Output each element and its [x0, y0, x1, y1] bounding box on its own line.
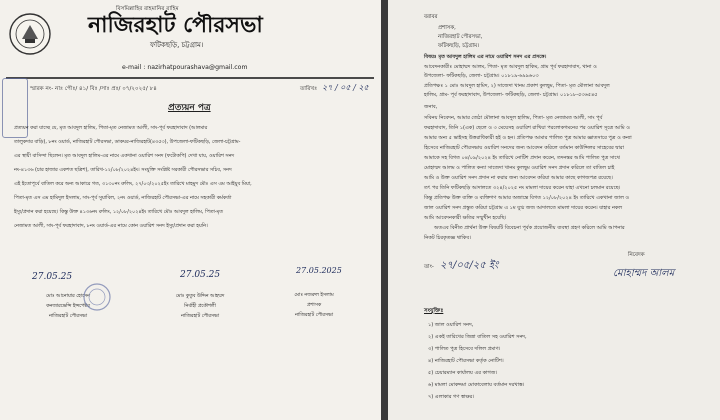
body-line: আমি ও উক্ত ওয়ারিশ সনদ প্রদান না করার জন্য আবেদন করিয়া আমার কাছে কাগজপত্র রয়েছে। [424, 175, 613, 181]
enclosure-label: সংযুক্তিঃ [424, 308, 444, 314]
memo-number: স্মারক নং- নাঃ পৌঃ/ ৪১/ বিঃ /সাঃ প্রঃ/ ০৭/২০২৫/ ৮৪ [30, 86, 157, 92]
signatory-org: নাজিরহাট পৌরসভা [181, 314, 219, 319]
body-line: অতএব বিনীত প্রার্থনা উক্ত বিষয়টি বিবেচনা পূর্বক প্রয়োজনীয় ব্যবস্থা গ্রহণ করিলে আমি আপনার [434, 225, 625, 231]
signatory-org: নাজিরহাট পৌরসভা [49, 314, 87, 319]
to-label: বরাবর [424, 14, 438, 20]
signatory-role: কনজারভেন্সি ইন্সপেক্টর [46, 304, 90, 309]
enclosure-item: ৭) এলাকার গণ স্বাক্ষর। [428, 394, 475, 400]
body-line: আমি আবেদনকারী ক্ষতির সম্মুখীন হয়েছি। [424, 215, 507, 221]
enclosure-item: ১) জাল ওয়ারিশ সনদ, [428, 322, 474, 328]
body-line: পিতা-মৃত এস এম হামিদুল ইসলাম, সাং-পূর্ব সুয়াবিল, ২নং ওয়ার্ড, নাজিরহাট পৌরসভা-এর নামে সহকারী কর্মকর্তা [14, 195, 232, 201]
issue-date: ২৭ / ০৫ / ২৫ [322, 83, 369, 92]
body-line: নং-৪১৩৬ (চার হাজার একশত ছত্রিশ), তারিখ-১২/০৮/২০২৪ইং। সংযুক্তি সংশ্লিষ্ট সরকারী পৌরসভার সচিব, সনদ [14, 167, 232, 173]
signatory-role: প্রশাসক [306, 303, 322, 308]
office-seal-icon [82, 282, 112, 312]
body-line: হিসেবে নাজিরহাট পৌরসভায় ওয়ারিশ সনদের জন্য আবেদন করিলে বর্তমান কাউন্সিলর সাহেবের দ্বারা [424, 145, 624, 151]
body-line: প্রত্যয়ন করা যাচ্ছে যে, মৃত আবদুল হালিম, পিতা-মৃত নেজামত আলী, সাং-পূর্ব ফরহাদাবাদ (আলমার [14, 125, 208, 131]
body-line: ইস্যু/প্রদান করা হয়েছে। কিন্তু উক্ত ৪১৩৬নং রুলিং, ১২/০৮/২০২৪ইং তারিখে মৌঃ আবদুল হালিম, পিতা-মৃত [14, 209, 223, 215]
body-line: আমার অন্য ৫ ভাইসহ উত্তরাধিকারী হই ও হন। প্রতিপক্ষ আমার পালিত পুত্র আমার জ্ঞাতসারে পুত্র ও কন্যা [424, 135, 632, 141]
signatory-org: নাজিরহাট পৌরসভা [295, 313, 333, 318]
signatory-name: মোঃ নজরুল ইসলাম [294, 293, 334, 298]
opponent-line: হালিম, গ্রাম- পূর্ব ফরহাদাবাদ, উপজেলা- ফটিকছড়ি, জেলা- চট্টগ্রাম। ০১৮১৮-৫৩৬৫৪৫ [424, 92, 598, 98]
date-label: তারিখঃ [300, 86, 318, 92]
applicant-line: আবেদনকারীঃ মোহাম্মদ আলম, পিতা- মৃত আবদুল হাকিম, গ্রাম পূর্ব ফরহাদাবাদ, থানা ও [424, 64, 597, 70]
body-line: ফরহাদাবাদ, তিনি ১(এক) ছেলে ও ৩ মেয়েসহ ওয়ারিশ রাখিয়া পরলোকগমনের পর ওয়ারিশ সূত্রে আমি ও [424, 125, 630, 131]
opponent-line: প্রতিপক্ষঃ ১ মোঃ আবদুল হামিদ, ২) সাজেদা খানম প্রকাশ কুলছুম, পিতা- মৃত মৌলানা আবদুল [424, 83, 610, 89]
org-location: ফটিকছড়ি, চট্টগ্রাম। [150, 41, 204, 49]
handwritten-signature: 27.05.2025 [296, 266, 342, 275]
body-line: কিন্তু প্রতিপক্ষ উক্ত ব্যক্তি ও ব্যক্তিগণ আমার অজান্তে বিগত ১২/০৮/২০২৪ ইং তারিখে একখানা জাল ও [424, 195, 630, 201]
applicant-signature: মোহাম্মদ আলম [613, 268, 675, 279]
body-line: মোহাম্মদ আলম ও পালিত কন্যা সাজেদা খানম কুলছুম ওয়ারিশ সনদ প্রদান করিলে তা বাতিল চাই [424, 165, 615, 171]
handwritten-signature: 27.05.25 [180, 270, 221, 280]
signatory-role: নির্বাহী প্রকৌশলী [184, 304, 216, 309]
application-page [388, 0, 720, 420]
enclosure-item: ৫) চেয়ারম্যান কার্যালয় এর কাগজ। [428, 370, 498, 376]
body-line: এই ইতোপূর্বে বাতিল করে অন্য আকারে গত, ৩১৩০নং রুলিং, ২৭/০৩/২০২৫ইং তারিখে মাহমুদ মৌঃ এস এম আইয়ুব মিয়া, [14, 181, 252, 187]
salutation: জনাব, [424, 104, 438, 110]
signatory-name: মোঃ আনোয়ার হোসেন [45, 294, 91, 299]
body-line: জাল ওয়ারিশ সনদ প্রস্তুত করিয়া চট্টগ্রাম এ ১ম যুগ্ম জজ আদালতে মামলা দায়ের করেন। যাহার নকল [424, 205, 623, 211]
recipient-place: ফটিকছড়ি, চট্টগ্রাম। [438, 43, 480, 49]
enclosure-item: ৬) মামলা মোকদ্দমা মোকাবেলায় বর্তমান দরখাস্ত। [428, 382, 525, 388]
date-label: তাং- [424, 264, 434, 270]
enclosure-item: ২) একই তারিখের জিন্না বাতিল সহ ওয়ারিশ সনদ, [428, 334, 527, 340]
body-line: আমাকে সহ বিগত ০৪/০৯/২০২৪ ইং তারিখে নোটিশ প্রদান করেন, তদনন্তর আমি পালিত পুত্র সাথে [424, 155, 620, 161]
signatory-name: মোঃ কুতুব উদ্দিন আহম্মদ [175, 294, 225, 299]
enclosure-item: ৩) পালিত পুত্র হিসেবে দলিল প্রমাণ। [428, 346, 501, 352]
body-line: নেজামত আলী, সাং-পূর্ব ফরহাদাবাদ, ৮নং ওয়ার্ড-এর নামে কোন ওয়ারিশ সনদ ইস্যু/প্রদান করা হয়নি। [14, 223, 208, 229]
bismillah-tagline: বিসমিল্লাহির রাহমানির রাহিম [116, 6, 179, 12]
header-divider [6, 77, 374, 79]
subject-line: বিষয়ঃ মৃত আবদুল হালিম এর নামে ওয়ারিশ সনদ এর প্রসঙ্গে। [424, 54, 547, 60]
body-line: এর স্থায়ী বাসিন্দা ছিলেন। মৃত আবদুল হালিম-এর নামে একখানা ওয়ারিশ সনদ (ফটোকপি) দেখা যায়, ওয়ারিশ সনদ [14, 153, 235, 159]
recipient-title: প্রশাসক, [438, 25, 456, 31]
handwritten-date: ২৭/০৫/২৫ ইং [440, 260, 499, 271]
signature-block-engineer [150, 270, 250, 319]
applicant-line: উপজেলা- ফটিকছড়ি, জেলা- চট্টগ্রাম। ০১৮১৯-৬৯৯৬০৩ [424, 73, 539, 79]
sign-off: নিবেদক [628, 252, 645, 258]
signature-block-administrator [264, 266, 364, 318]
org-name: নাজিরহাট পৌরসভা [88, 13, 263, 38]
body-line: তৎ পর তিনি ফটিকছড়ি আদালতে ৩২৪/২০২৫ নং মামলা দায়ের করেন যাহা এখনো চলমান রয়েছে। [424, 185, 621, 191]
org-email: e-mail : nazirhatpourashava@gmail.com [122, 64, 248, 71]
recipient-org: নাজিরহাট পৌরসভা, [438, 34, 483, 40]
body-line: নিকট চিরকৃতজ্ঞ থাকিব। [424, 235, 471, 241]
municipality-logo-icon [8, 12, 52, 56]
enclosure-item: ৪) নাজিরহাট পৌরসভা কর্তৃক নোটিশ। [428, 358, 504, 364]
body-line: সবিনয় নিবেদন, আমার জেঠা মৌলানা আবদুল হালিম, পিতা- মৃত নেজামত আলী, সাং পূর্ব [424, 115, 603, 121]
document-title: প্রত্যয়ন পত্র [168, 103, 211, 113]
handwritten-signature: 27.05.25 [32, 272, 73, 282]
body-line: তালুকদার বাড়ি), ৮নং ওয়ার্ড, নাজিরহাট পৌরসভা, ডাকঘর-নাজিরহাট(৪৩৫৩), উপজেলা-ফটিকছড়ি, জেলা-চট্টগ্রাম- [14, 139, 241, 145]
